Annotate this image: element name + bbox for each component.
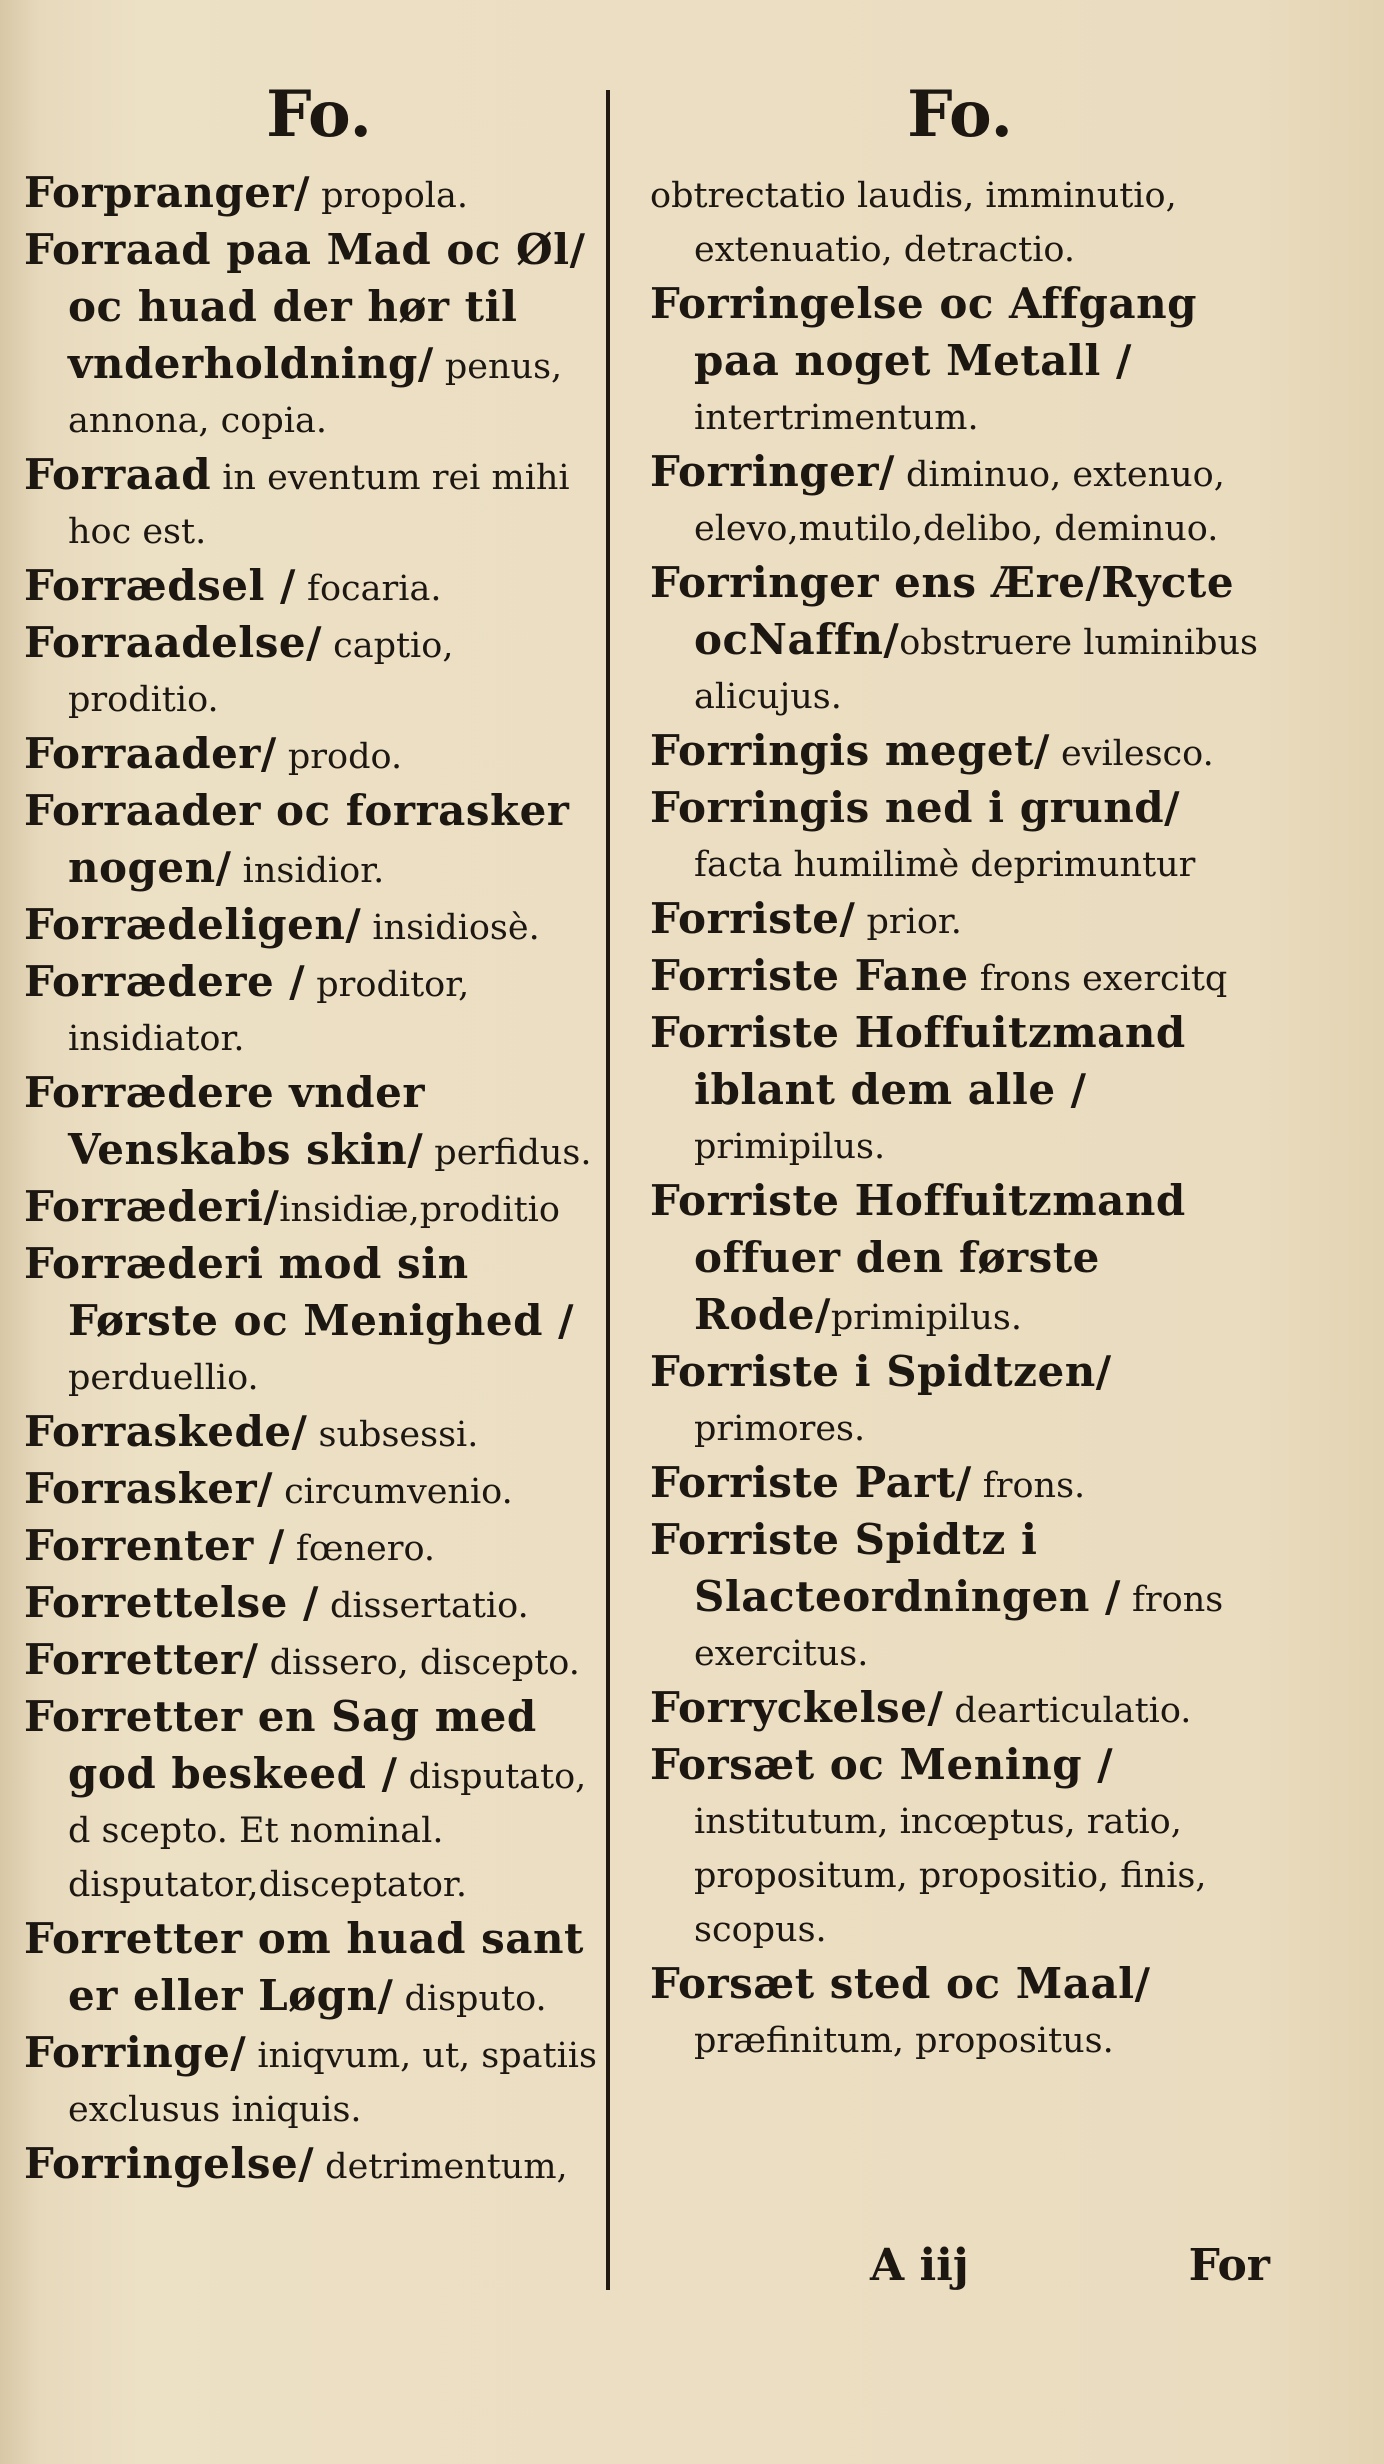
entry-latin-gloss: evilesco. xyxy=(1049,734,1214,774)
dictionary-entry xyxy=(650,781,1270,892)
entry-latin-gloss: dearticulatio. xyxy=(943,1691,1192,1731)
entry-headword: Forringer ens Ære/Rycte ocNaffn/ xyxy=(650,558,1235,664)
entry-headword: Forriste i Spidtzen/ xyxy=(650,1347,1112,1396)
entry-headword: Forretter om huad sant er eller Løgn/ xyxy=(24,1914,584,2020)
dictionary-entry xyxy=(24,1180,614,1237)
entry-latin-gloss: dissero, discepto. xyxy=(258,1643,580,1683)
entry-headword: Forriste Fane xyxy=(650,951,969,1000)
left-entry-list xyxy=(24,166,614,2194)
entry-headword: Forraader oc forrasker nogen/ xyxy=(24,786,570,892)
entry-latin-gloss: in eventum rei mihi hoc est. xyxy=(68,458,570,552)
column-rule xyxy=(606,90,610,2290)
dictionary-entry xyxy=(24,448,614,559)
entry-headword: Forriste Hoffuitzmand offuer den første Rode/ xyxy=(650,1176,1186,1339)
entry-headword: Forringer/ xyxy=(650,447,895,496)
entry-headword: Forrædere vnder Venskabs skin/ xyxy=(24,1068,425,1174)
entry-headword: Forrædsel / xyxy=(24,561,296,610)
dictionary-entry xyxy=(650,724,1270,781)
entry-latin-gloss: insidiæ,proditio xyxy=(279,1190,560,1230)
entry-headword: Forrenter / xyxy=(24,1521,285,1570)
entry-latin-gloss: insidiosè. xyxy=(361,908,540,948)
entry-headword: Forriste Part/ xyxy=(650,1458,972,1507)
dictionary-entry xyxy=(24,784,614,898)
entry-latin-gloss: iniqvum, ut, spatiis exclusus iniquis. xyxy=(68,2036,597,2130)
entry-latin-gloss: perfidus. xyxy=(423,1133,592,1173)
entry-latin-gloss: disputo. xyxy=(393,1979,547,2019)
entry-latin-gloss: perduellio. xyxy=(68,1358,259,1398)
entry-latin-gloss: focaria. xyxy=(295,569,442,609)
dictionary-entry xyxy=(650,1345,1270,1456)
dictionary-entry xyxy=(650,166,1270,277)
left-running-head: Fo. xyxy=(266,77,372,152)
entry-headword: Forsæt sted oc Maal/ xyxy=(650,1959,1151,2008)
entry-latin-gloss: proditor, insidiator. xyxy=(68,965,470,1059)
entry-headword: Forraader/ xyxy=(24,729,277,778)
entry-latin-gloss: frons. xyxy=(971,1466,1086,1506)
entry-latin-gloss: propola. xyxy=(309,176,468,216)
dictionary-entry xyxy=(650,949,1270,1006)
dictionary-entry xyxy=(24,559,614,616)
entry-headword: Forraskede/ xyxy=(24,1407,308,1456)
entry-latin-gloss: detrimentum, xyxy=(314,2147,568,2187)
entry-headword: Forriste/ xyxy=(650,894,856,943)
dictionary-entry xyxy=(24,1237,614,1405)
entry-headword: Forretter/ xyxy=(24,1635,259,1684)
catchword: For xyxy=(1188,2240,1270,2291)
dictionary-entry xyxy=(650,445,1270,556)
entry-headword: Forraadelse/ xyxy=(24,618,322,667)
entry-headword: Forriste Spidtz i Slacteordningen / xyxy=(650,1515,1121,1621)
dictionary-entry xyxy=(650,1174,1270,1345)
entry-headword: Forringis ned i grund/ xyxy=(650,783,1180,832)
signature-mark: A iij xyxy=(870,2240,969,2291)
entry-headword: Forringelse/ xyxy=(24,2139,315,2188)
entry-latin-gloss: frons exercitus. xyxy=(694,1580,1224,1674)
dictionary-entry xyxy=(24,1519,614,1576)
dictionary-entry xyxy=(24,1690,614,1912)
entry-latin-gloss: fœnero. xyxy=(284,1529,436,1569)
dictionary-entry xyxy=(24,1576,614,1633)
dictionary-entry xyxy=(24,1462,614,1519)
entry-latin-gloss: diminuo, extenuo, elevo,mutilo,delibo, deminuo. xyxy=(694,455,1225,549)
dictionary-entry xyxy=(24,166,614,223)
entry-headword: Forretter en Sag med god beskeed / xyxy=(24,1692,537,1798)
dictionary-entry xyxy=(24,727,614,784)
dictionary-entry xyxy=(650,277,1270,445)
entry-headword: Forriste Hoffuitzmand iblant dem alle / xyxy=(650,1008,1186,1114)
entry-headword: Forraad paa Mad oc Øl/ oc huad der hør til vnderholdning/ xyxy=(24,225,586,388)
left-column xyxy=(24,70,614,2194)
entry-latin-gloss: dissertatio. xyxy=(318,1586,529,1626)
dictionary-entry xyxy=(24,1066,614,1180)
entry-latin-gloss: primipilus. xyxy=(830,1298,1022,1338)
dictionary-entry xyxy=(24,2026,614,2137)
entry-latin-gloss: primores. xyxy=(694,1409,866,1449)
dictionary-entry xyxy=(650,892,1270,949)
entry-latin-gloss: institutum, incœptus, ratio, propositum, propositio, finis, scopus. xyxy=(694,1802,1207,1950)
entry-latin-gloss: intertrimentum. xyxy=(694,398,979,438)
entry-headword: Forrettelse / xyxy=(24,1578,319,1627)
entry-headword: Forrædeligen/ xyxy=(24,900,362,949)
entry-headword: Forrasker/ xyxy=(24,1464,273,1513)
entry-headword: Forrædere / xyxy=(24,957,306,1006)
entry-headword: Forringe/ xyxy=(24,2028,247,2077)
dictionary-entry xyxy=(650,1957,1270,2068)
dictionary-entry xyxy=(650,1456,1270,1513)
right-running-head: Fo. xyxy=(907,77,1013,152)
entry-latin-gloss: insidior. xyxy=(231,851,385,891)
entry-latin-gloss: obstruere luminibus alicujus. xyxy=(694,623,1259,717)
entry-latin-gloss: frons exercitq xyxy=(968,959,1228,999)
entry-latin-gloss: præfinitum, propositus. xyxy=(694,2021,1114,2061)
entry-latin-gloss: facta humilimè deprimuntur xyxy=(694,845,1196,885)
entry-latin-gloss: primipilus. xyxy=(694,1127,886,1167)
entry-headword: Forryckelse/ xyxy=(650,1683,944,1732)
entry-headword: Forræderi mod sin Første oc Menighed / xyxy=(24,1239,574,1345)
dictionary-entry xyxy=(650,1738,1270,1957)
dictionary-entry xyxy=(650,1006,1270,1174)
dictionary-entry xyxy=(24,1405,614,1462)
dictionary-entry xyxy=(24,223,614,448)
entry-latin-gloss: prior. xyxy=(855,902,962,942)
entry-headword: Forringis meget/ xyxy=(650,726,1050,775)
entry-headword: Forpranger/ xyxy=(24,168,310,217)
dictionary-entry xyxy=(24,616,614,727)
dictionary-entry xyxy=(24,2137,614,2194)
dictionary-entry xyxy=(24,1912,614,2026)
entry-latin-gloss: prodo. xyxy=(276,737,403,777)
right-column xyxy=(650,70,1270,2068)
entry-latin-gloss: subsessi. xyxy=(307,1415,479,1455)
dictionary-entry xyxy=(24,955,614,1066)
right-entry-list xyxy=(650,166,1270,2068)
entry-headword: Forræderi/ xyxy=(24,1182,280,1231)
dictionary-entry xyxy=(650,1681,1270,1738)
dictionary-entry xyxy=(24,898,614,955)
dictionary-entry xyxy=(650,556,1270,724)
dictionary-entry xyxy=(24,1633,614,1690)
entry-latin-gloss: circumvenio. xyxy=(272,1472,513,1512)
entry-latin-gloss: penus, annona, copia. xyxy=(68,347,563,441)
entry-latin-gloss: captio, proditio. xyxy=(68,626,454,720)
entry-headword: Forraad xyxy=(24,450,212,499)
dictionary-entry xyxy=(650,1513,1270,1681)
entry-latin-gloss: obtrectatio laudis, imminutio, extenuatio, detractio. xyxy=(650,176,1177,270)
entry-headword: Forsæt oc Mening / xyxy=(650,1740,1114,1789)
entry-latin-gloss: disputato, d scepto. Et nominal. disputator,disceptator. xyxy=(68,1757,587,1905)
entry-headword: Forringelse oc Affgang paa noget Metall / xyxy=(650,279,1197,385)
